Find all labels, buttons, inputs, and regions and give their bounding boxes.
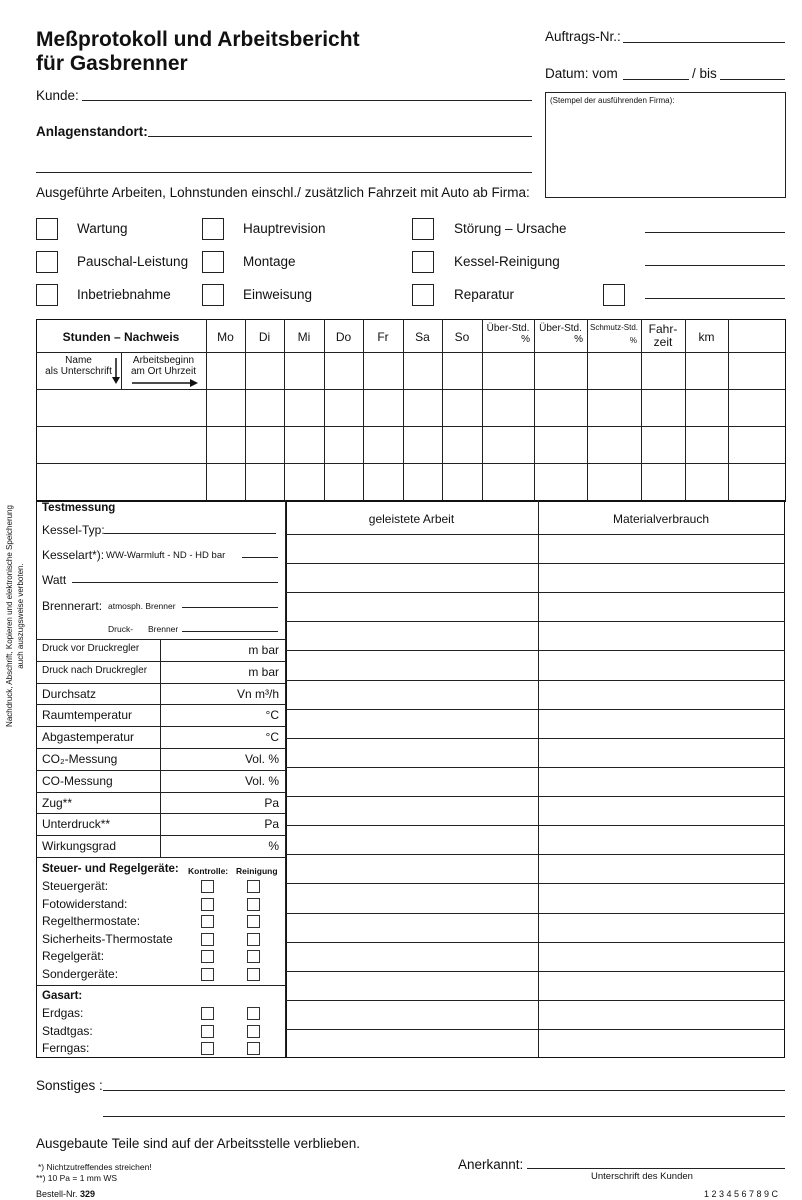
steuer-item-label: Fotowiderstand:	[42, 896, 128, 911]
datum-bis-field[interactable]	[720, 79, 785, 80]
gas-reinigung-checkbox[interactable]	[247, 1025, 260, 1038]
work-row-line[interactable]	[285, 563, 785, 564]
inbetrieb-checkbox[interactable]	[36, 284, 58, 306]
steuer-header: Steuer- und Regelgeräte:	[42, 863, 179, 875]
inbetrieb-label: Inbetriebnahme	[77, 287, 171, 302]
measurement-unit: Pa	[264, 817, 279, 832]
day-mo: Mo	[217, 330, 234, 344]
print-code: 1 2 3 4 5 6 7 8 9 C	[704, 1189, 779, 1199]
measurement-unit: °C	[265, 730, 279, 745]
work-row-line[interactable]	[285, 592, 785, 593]
measurement-unit: Vn m³/h	[236, 686, 279, 701]
ueber-std-1	[482, 323, 534, 345]
reinigung-checkbox[interactable]	[247, 915, 260, 928]
einweisung-checkbox[interactable]	[202, 284, 224, 306]
sonstiges-field-2[interactable]	[103, 1116, 785, 1117]
measurement-label: Druck vor Druckregler	[42, 643, 140, 654]
measurement-unit: m bar	[248, 664, 279, 679]
steuer-item-label: Sicherheits-Thermostate	[42, 931, 173, 946]
kontrolle-checkbox[interactable]	[201, 950, 214, 963]
copyright-line-1: Nachdruck, Abschrift, Kopieren und elektronische Speicherung	[5, 505, 14, 727]
kontrolle-checkbox[interactable]	[201, 933, 214, 946]
fahrzeit	[641, 323, 685, 349]
work-row-line[interactable]	[285, 534, 785, 535]
auftrag-field[interactable]	[623, 42, 785, 43]
beginn-line1: Arbeitsbeginn	[132, 355, 195, 366]
material-header: Materialverbrauch	[612, 512, 710, 526]
bestell-number: 329	[80, 1189, 96, 1199]
anerkannt-signature-field[interactable]	[527, 1168, 785, 1169]
kontrolle-checkbox[interactable]	[201, 898, 214, 911]
ausgefuehrt-label: Ausgeführte Arbeiten, Lohnstunden einschl./ zusätzlich Fahrzeit mit Auto ab Firma:	[36, 185, 530, 200]
kontrolle-header: Kontrolle:	[188, 866, 229, 876]
work-row-line[interactable]	[285, 767, 785, 768]
fahrzeit-line2: zeit	[653, 335, 673, 349]
anlagen-field[interactable]	[148, 136, 532, 137]
day-mi: Mi	[297, 330, 311, 344]
montage-label: Montage	[243, 254, 296, 269]
ueber-std-1-line2: %	[521, 334, 530, 345]
work-row-line[interactable]	[285, 650, 785, 651]
measurement-label: Unterdruck**	[42, 817, 111, 832]
km-header: km	[698, 330, 715, 344]
gas-kontrolle-checkbox[interactable]	[201, 1025, 214, 1038]
name-line2: als Unterschrift	[45, 366, 112, 377]
copyright-line-2: auch auszugsweise verboten.	[16, 563, 25, 669]
kontrolle-checkbox[interactable]	[201, 915, 214, 928]
kesselart-field[interactable]	[242, 557, 278, 558]
extra-checkbox[interactable]	[603, 284, 625, 306]
measurement-label: CO₂-Messung	[42, 752, 118, 766]
bestell-nr	[36, 1189, 95, 1199]
work-row-line[interactable]	[285, 1000, 785, 1001]
stoerung-checkbox[interactable]	[412, 218, 434, 240]
work-row-line[interactable]	[285, 913, 785, 914]
measurement-label: Raumtemperatur	[42, 708, 133, 723]
ueber-std-2-line2: %	[574, 334, 583, 345]
work-row-line[interactable]	[285, 709, 785, 710]
watt-field[interactable]	[72, 582, 278, 583]
kessel-reinigung-checkbox[interactable]	[412, 251, 434, 273]
measurement-unit: Vol. %	[244, 773, 279, 788]
schmutz-std-line2: %	[629, 336, 637, 345]
arrow-down-icon	[111, 357, 121, 385]
work-row-line[interactable]	[285, 854, 785, 855]
measurement-unit: °C	[265, 708, 279, 723]
brennerart-label: Brennerart:	[42, 599, 103, 613]
work-material-table	[285, 500, 785, 1058]
work-row-line[interactable]	[285, 738, 785, 739]
kesselart-label: Kesselart*):	[42, 548, 105, 562]
kesseltyp-field[interactable]	[104, 533, 276, 534]
steuer-item-label: Steuergerät:	[42, 879, 109, 893]
druck-brenner-field[interactable]	[182, 631, 278, 632]
atmos-label: atmosph. Brenner	[108, 601, 176, 611]
name-header	[36, 355, 121, 377]
gas-header: Gasart:	[42, 990, 83, 1002]
measurement-label: Abgastemperatur	[42, 730, 135, 745]
kesseltyp-label: Kessel-Typ:	[42, 523, 105, 537]
pauschal-label: Pauschal-Leistung	[77, 254, 189, 269]
kontrolle-checkbox[interactable]	[201, 880, 214, 893]
measurement-label: Zug**	[42, 795, 73, 810]
extra-field-2[interactable]	[645, 298, 785, 299]
reinigung-checkbox[interactable]	[247, 898, 260, 911]
work-row-line[interactable]	[285, 942, 785, 943]
day-di: Di	[258, 330, 271, 344]
extra-field-1[interactable]	[645, 265, 785, 266]
measurement-unit: m bar	[248, 643, 279, 657]
kontrolle-checkbox[interactable]	[201, 968, 214, 981]
reinigung-checkbox[interactable]	[247, 968, 260, 981]
ueber-std-2-line1: Über-Std.	[539, 323, 582, 334]
anlagen-label: Anlagenstandort:	[36, 124, 148, 139]
measurement-label: Durchsatz	[42, 686, 97, 701]
name-line1: Name	[65, 355, 92, 366]
day-sa: Sa	[415, 330, 430, 344]
gas-item-label: Ferngas:	[42, 1041, 90, 1056]
hauptrevision-label: Hauptrevision	[243, 221, 326, 236]
anerkannt-label: Anerkannt:	[458, 1157, 524, 1172]
stempel-box[interactable]	[545, 92, 786, 198]
work-row-line[interactable]	[285, 825, 785, 826]
gas-kontrolle-checkbox[interactable]	[201, 1007, 214, 1020]
gas-item-label: Stadtgas:	[42, 1023, 93, 1038]
geleistete-header: geleistete Arbeit	[368, 512, 455, 526]
work-row-line[interactable]	[285, 883, 785, 884]
arrow-right-icon	[132, 379, 198, 387]
kunde-field[interactable]	[82, 100, 532, 101]
schmutz-std	[587, 323, 641, 345]
beginn-header	[121, 355, 206, 377]
auftrag-label: Auftrags-Nr.:	[545, 29, 621, 44]
druck-label: Druck-	[108, 624, 134, 634]
kesselart-value: WW-Warmluft - ND - HD bar	[106, 550, 226, 561]
hours-header: Stunden – Nachweis	[62, 330, 180, 344]
work-row-line[interactable]	[285, 1029, 785, 1030]
sonstiges-label: Sonstiges :	[36, 1078, 103, 1093]
sonstiges-field[interactable]	[103, 1090, 785, 1091]
title-line-2: für Gasbrenner	[36, 52, 188, 75]
footnote-2: **) 10 Pa = 1 mm WS	[36, 1173, 118, 1183]
kessel-reinigung-label: Kessel-Reinigung	[454, 254, 560, 269]
reinigung-checkbox[interactable]	[247, 880, 260, 893]
ausgebaut-note: Ausgebaute Teile sind auf der Arbeitsstelle verblieben.	[36, 1136, 360, 1151]
datum-von-field[interactable]	[623, 79, 689, 80]
reinigung-header: Reinigung	[236, 866, 278, 876]
work-row-line[interactable]	[285, 796, 785, 797]
measurement-label: Druck nach Druckregler	[42, 664, 148, 676]
reinigung-checkbox[interactable]	[247, 950, 260, 963]
footnote-1: *) Nichtzutreffendes streichen!	[38, 1162, 152, 1172]
measurement-unit: Pa	[264, 795, 279, 810]
measurement-label: Wirkungsgrad	[42, 839, 117, 854]
work-row-line[interactable]	[285, 971, 785, 972]
brenner-label: Brenner	[148, 624, 179, 634]
kunde-label: Kunde:	[36, 88, 79, 103]
day-fr: Fr	[377, 330, 389, 344]
page-title	[36, 28, 360, 76]
einweisung-label: Einweisung	[243, 287, 313, 302]
datum-bis-label: / bis	[692, 66, 717, 81]
montage-checkbox[interactable]	[202, 251, 224, 273]
work-row-line[interactable]	[285, 680, 785, 681]
pauschal-checkbox[interactable]	[36, 251, 58, 273]
reparatur-label: Reparatur	[454, 287, 515, 302]
measurement-unit: Vol. %	[244, 752, 279, 766]
unterschrift-label: Unterschrift des Kunden	[591, 1171, 693, 1182]
test-header: Testmessung	[42, 502, 116, 514]
atmos-field[interactable]	[182, 607, 278, 608]
gas-reinigung-checkbox[interactable]	[247, 1042, 260, 1055]
stoerung-label: Störung – Ursache	[454, 221, 567, 236]
watt-label: Watt	[42, 573, 67, 587]
reparatur-checkbox[interactable]	[412, 284, 434, 306]
work-row-line[interactable]	[285, 621, 785, 622]
ueber-std-1-line1: Über-Std.	[486, 323, 530, 334]
reinigung-checkbox[interactable]	[247, 933, 260, 946]
measurement-unit: %	[268, 839, 279, 854]
ueber-std-2	[534, 323, 587, 345]
bestell-label: Bestell-Nr.	[36, 1189, 78, 1199]
gas-reinigung-checkbox[interactable]	[247, 1007, 260, 1020]
day-do: Do	[335, 330, 352, 344]
stoerung-field[interactable]	[645, 232, 785, 233]
day-so: So	[454, 330, 470, 344]
fahrzeit-line1: Fahr-	[648, 322, 678, 336]
steuer-item-label: Regelthermostate:	[42, 914, 141, 929]
anlagen-field-2[interactable]	[36, 172, 532, 173]
hauptrevision-checkbox[interactable]	[202, 218, 224, 240]
steuer-item-label: Sondergeräte:	[42, 967, 119, 981]
steuer-item-label: Regelgerät:	[42, 949, 105, 964]
datum-label: Datum: vom	[545, 66, 618, 81]
title-line-1: Meßprotokoll und Arbeitsbericht	[36, 28, 360, 51]
measurement-label: CO-Messung	[42, 773, 113, 788]
gas-kontrolle-checkbox[interactable]	[201, 1042, 214, 1055]
beginn-line2: am Ort Uhrzeit	[130, 366, 196, 377]
wartung-label: Wartung	[77, 221, 128, 236]
stempel-label: (Stempel der ausführenden Firma):	[550, 96, 675, 105]
copyright-notice	[4, 391, 26, 841]
schmutz-std-line1: Schmutz-Std.	[589, 323, 638, 332]
wartung-checkbox[interactable]	[36, 218, 58, 240]
gas-item-label: Erdgas:	[42, 1006, 84, 1020]
